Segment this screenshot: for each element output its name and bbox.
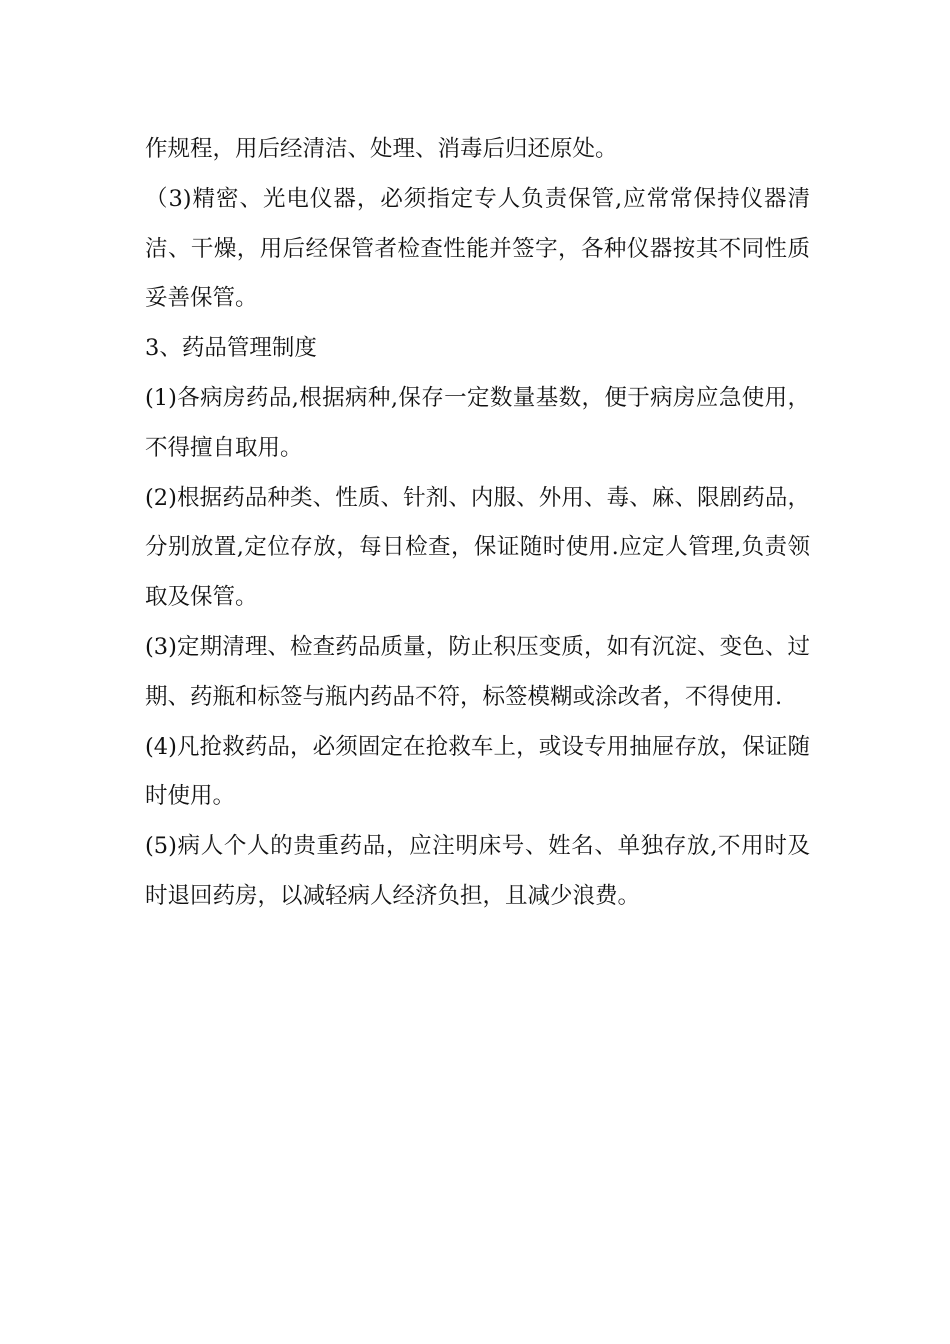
paragraph-drug-rule-4: (4)凡抢救药品，必须固定在抢救车上，或设专用抽屉存放，保证随时使用。 — [145, 733, 810, 810]
paragraph-drug-rule-1: (1)各病房药品,根据病种,保存一定数量基数，便于病房应急使用，不得擅自取用。 — [145, 384, 810, 461]
document-body — [145, 125, 810, 922]
section-heading-drug-management: 3、药品管理制度 — [145, 335, 317, 362]
paragraph-precision-instruments: （3)精密、光电仪器，必须指定专人负责保管,应常常保持仪器清洁、干燥，用后经保管者检查性能并签字，各种仪器按其不同性质妥善保管。 — [145, 185, 810, 312]
paragraph-drug-rule-3: (3)定期清理、检查药品质量，防止积压变质，如有沉淀、变色、过期、药瓶和标签与瓶内药品不符，标签模糊或涂改者，不得使用. — [145, 633, 810, 710]
paragraph-procedure-continued: 作规程，用后经清洁、处理、消毒后归还原处。 — [145, 136, 618, 162]
paragraph-drug-rule-2: (2)根据药品种类、性质、针剂、内服、外用、毒、麻、限剧药品，分别放置,定位存放，每日检查，保证随时使用.应定人管理,负责领取及保管。 — [145, 484, 810, 611]
paragraph-drug-rule-5: (5)病人个人的贵重药品，应注明床号、姓名、单独存放,不用时及时退回药房，以减轻病人经济负担，且减少浪费。 — [145, 833, 810, 909]
